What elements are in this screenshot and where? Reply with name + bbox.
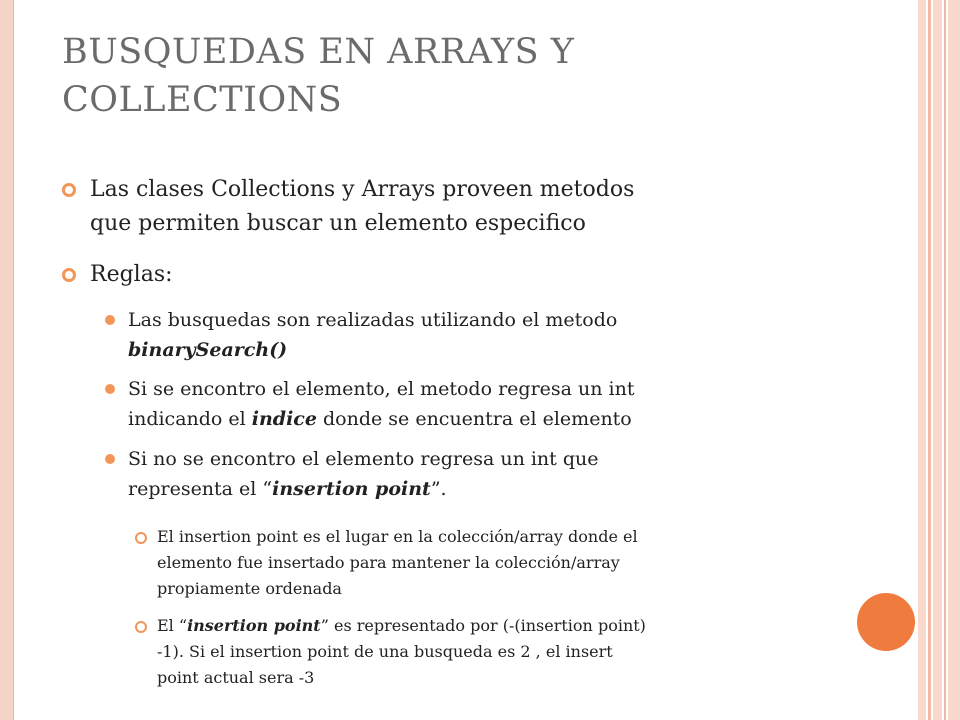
bullet-dot-icon — [105, 315, 115, 325]
left-border-strip — [0, 0, 14, 720]
right-border-stripes — [918, 0, 960, 720]
bullet-ring-icon — [62, 183, 76, 197]
note-insertion-point-formula: El “insertion point” es representado por (-(insertion point) -1). Si el insertion point de una busqueda es 2 , el insert point actual sera -3 — [157, 616, 646, 687]
bullet-collections-arrays: Las clases Collections y Arrays proveen metodos que permiten buscar un elemento especifico — [90, 177, 635, 236]
title-line-1: BUSQUEDAS EN ARRAYS Y — [62, 32, 575, 72]
rule-found-index: Si se encontro el elemento, el metodo regresa un int indicando el indice donde se encuentra el elemento — [128, 378, 635, 430]
bullet-dot-icon — [105, 384, 115, 394]
sub-bullet-ring-icon — [135, 532, 147, 544]
decorative-orange-circle — [857, 593, 915, 651]
bullet-dot-icon — [105, 454, 115, 464]
bullet-ring-icon — [62, 268, 76, 282]
title-line-2: COLLECTIONS — [62, 80, 343, 120]
bullet-reglas: Reglas: — [90, 262, 173, 287]
rule-binary-search: Las busquedas son realizadas utilizando el metodo binarySearch() — [128, 309, 618, 361]
sub-bullet-ring-icon — [135, 621, 147, 633]
slide-title — [62, 28, 822, 124]
rule-not-found: Si no se encontro el elemento regresa un int que representa el “insertion point”. — [128, 448, 599, 500]
note-insertion-point-definition: El insertion point es el lugar en la colección/array donde el elemento fue insertado para mantener la colección/array propiamente ordenada — [157, 527, 638, 598]
